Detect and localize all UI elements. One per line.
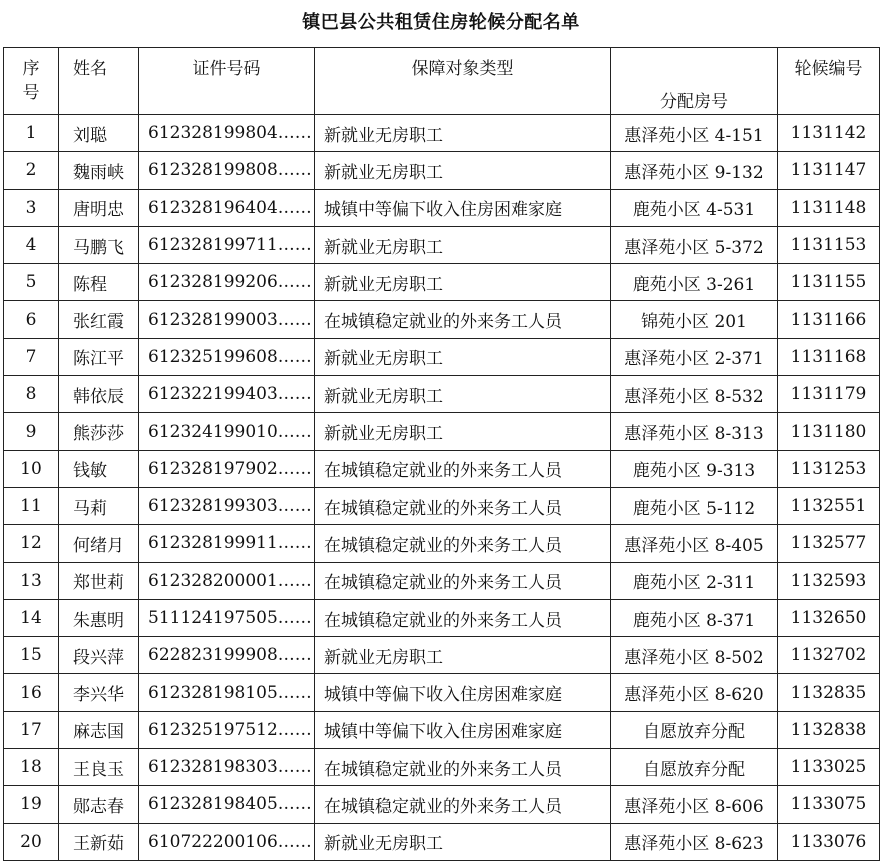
cell-id-number: 612328198405…… (139, 786, 315, 823)
cell-index: 4 (4, 226, 59, 263)
cell-index: 12 (4, 525, 59, 562)
cell-category: 城镇中等偏下收入住房困难家庭 (315, 674, 611, 711)
cell-name: 麻志国 (59, 711, 139, 748)
header-category: 保障对象类型 (315, 48, 611, 115)
cell-room: 惠泽苑小区 8-532 (611, 376, 778, 413)
cell-index: 2 (4, 152, 59, 189)
cell-queue-number: 1131179 (778, 376, 880, 413)
cell-queue-number: 1132702 (778, 637, 880, 674)
cell-queue-number: 1131168 (778, 338, 880, 375)
table-row (4, 450, 880, 487)
cell-id-number: 612328196404…… (139, 189, 315, 226)
header-index-label: 序号 (22, 59, 40, 103)
cell-category: 在城镇稳定就业的外来务工人员 (315, 749, 611, 786)
table-row (4, 189, 880, 226)
cell-name: 张红霞 (59, 301, 139, 338)
cell-room: 鹿苑小区 2-311 (611, 562, 778, 599)
cell-category: 新就业无房职工 (315, 413, 611, 450)
table-row (4, 637, 880, 674)
table-row (4, 562, 880, 599)
cell-category: 在城镇稳定就业的外来务工人员 (315, 562, 611, 599)
allocation-table (3, 47, 880, 861)
cell-id-number: 612328200001…… (139, 562, 315, 599)
cell-category: 新就业无房职工 (315, 226, 611, 263)
cell-id-number: 612325197512…… (139, 711, 315, 748)
cell-name: 陈江平 (59, 338, 139, 375)
cell-name: 韩依辰 (59, 376, 139, 413)
cell-queue-number: 1131148 (778, 189, 880, 226)
table-row (4, 152, 880, 189)
table-row (4, 525, 880, 562)
cell-name: 段兴萍 (59, 637, 139, 674)
table-row (4, 413, 880, 450)
cell-name: 郧志春 (59, 786, 139, 823)
document-title: 镇巴县公共租赁住房轮候分配名单 (302, 12, 580, 33)
cell-id-number: 612328199804…… (139, 115, 315, 152)
cell-name: 唐明忠 (59, 189, 139, 226)
cell-category: 新就业无房职工 (315, 376, 611, 413)
cell-index: 16 (4, 674, 59, 711)
cell-category: 在城镇稳定就业的外来务工人员 (315, 487, 611, 524)
cell-room: 鹿苑小区 5-112 (611, 487, 778, 524)
cell-room: 惠泽苑小区 8-620 (611, 674, 778, 711)
cell-room: 惠泽苑小区 2-371 (611, 338, 778, 375)
cell-index: 15 (4, 637, 59, 674)
cell-queue-number: 1133075 (778, 786, 880, 823)
table-row (4, 749, 880, 786)
table-row (4, 264, 880, 301)
cell-name: 王良玉 (59, 749, 139, 786)
cell-queue-number: 1131153 (778, 226, 880, 263)
cell-id-number: 610722200106…… (139, 823, 315, 860)
cell-room: 鹿苑小区 3-261 (611, 264, 778, 301)
table-row (4, 786, 880, 823)
cell-queue-number: 1132838 (778, 711, 880, 748)
cell-index: 8 (4, 376, 59, 413)
cell-queue-number: 1131142 (778, 115, 880, 152)
table-row (4, 711, 880, 748)
table-row (4, 115, 880, 152)
cell-room: 惠泽苑小区 8-623 (611, 823, 778, 860)
cell-index: 17 (4, 711, 59, 748)
cell-name: 何绪月 (59, 525, 139, 562)
cell-id-number: 511124197505…… (139, 599, 315, 636)
cell-category: 在城镇稳定就业的外来务工人员 (315, 301, 611, 338)
cell-name: 陈程 (59, 264, 139, 301)
cell-category: 新就业无房职工 (315, 823, 611, 860)
table-header (4, 48, 880, 115)
cell-id-number: 612328199206…… (139, 264, 315, 301)
cell-category: 新就业无房职工 (315, 338, 611, 375)
cell-id-number: 612328199003…… (139, 301, 315, 338)
cell-queue-number: 1133076 (778, 823, 880, 860)
header-queue-number: 轮候编号 (778, 48, 880, 115)
table-row (4, 487, 880, 524)
cell-name: 钱敏 (59, 450, 139, 487)
cell-queue-number: 1132650 (778, 599, 880, 636)
cell-category: 新就业无房职工 (315, 264, 611, 301)
cell-category: 在城镇稳定就业的外来务工人员 (315, 450, 611, 487)
cell-room: 惠泽苑小区 5-372 (611, 226, 778, 263)
cell-id-number: 612322199403…… (139, 376, 315, 413)
header-row (4, 48, 880, 115)
cell-index: 3 (4, 189, 59, 226)
cell-index: 10 (4, 450, 59, 487)
cell-id-number: 622823199908…… (139, 637, 315, 674)
cell-queue-number: 1132593 (778, 562, 880, 599)
cell-name: 熊莎莎 (59, 413, 139, 450)
cell-id-number: 612328199303…… (139, 487, 315, 524)
cell-queue-number: 1131155 (778, 264, 880, 301)
cell-id-number: 612328197902…… (139, 450, 315, 487)
cell-room: 自愿放弃分配 (611, 749, 778, 786)
cell-index: 11 (4, 487, 59, 524)
table-row (4, 674, 880, 711)
header-room: 分配房号 (611, 48, 778, 115)
header-name: 姓名 (59, 48, 139, 115)
cell-index: 9 (4, 413, 59, 450)
cell-index: 14 (4, 599, 59, 636)
table-row (4, 226, 880, 263)
cell-name: 郑世莉 (59, 562, 139, 599)
cell-room: 惠泽苑小区 8-405 (611, 525, 778, 562)
cell-room: 惠泽苑小区 9-132 (611, 152, 778, 189)
cell-name: 魏雨峡 (59, 152, 139, 189)
cell-room: 锦苑小区 201 (611, 301, 778, 338)
cell-name: 王新茹 (59, 823, 139, 860)
header-id-number: 证件号码 (139, 48, 315, 115)
cell-index: 7 (4, 338, 59, 375)
table-body (4, 115, 880, 861)
table-row (4, 338, 880, 375)
cell-queue-number: 1133025 (778, 749, 880, 786)
cell-room: 鹿苑小区 8-371 (611, 599, 778, 636)
cell-category: 新就业无房职工 (315, 115, 611, 152)
cell-room: 鹿苑小区 4-531 (611, 189, 778, 226)
table-row (4, 301, 880, 338)
cell-room: 惠泽苑小区 4-151 (611, 115, 778, 152)
cell-name: 李兴华 (59, 674, 139, 711)
table-row (4, 599, 880, 636)
cell-id-number: 612325199608…… (139, 338, 315, 375)
cell-name: 马莉 (59, 487, 139, 524)
cell-id-number: 612328198303…… (139, 749, 315, 786)
cell-queue-number: 1131147 (778, 152, 880, 189)
cell-queue-number: 1131253 (778, 450, 880, 487)
cell-room: 自愿放弃分配 (611, 711, 778, 748)
cell-room: 惠泽苑小区 8-313 (611, 413, 778, 450)
cell-queue-number: 1132577 (778, 525, 880, 562)
cell-id-number: 612328199911…… (139, 525, 315, 562)
cell-name: 刘聪 (59, 115, 139, 152)
cell-id-number: 612328199711…… (139, 226, 315, 263)
cell-index: 6 (4, 301, 59, 338)
cell-id-number: 612328198105…… (139, 674, 315, 711)
cell-name: 马鹏飞 (59, 226, 139, 263)
cell-index: 20 (4, 823, 59, 860)
cell-index: 13 (4, 562, 59, 599)
cell-category: 新就业无房职工 (315, 152, 611, 189)
table-row (4, 376, 880, 413)
cell-room: 惠泽苑小区 8-502 (611, 637, 778, 674)
cell-id-number: 612328199808…… (139, 152, 315, 189)
cell-category: 在城镇稳定就业的外来务工人员 (315, 599, 611, 636)
cell-queue-number: 1131180 (778, 413, 880, 450)
cell-category: 在城镇稳定就业的外来务工人员 (315, 786, 611, 823)
cell-index: 5 (4, 264, 59, 301)
cell-name: 朱惠明 (59, 599, 139, 636)
table-row (4, 823, 880, 860)
cell-room: 鹿苑小区 9-313 (611, 450, 778, 487)
cell-category: 城镇中等偏下收入住房困难家庭 (315, 711, 611, 748)
cell-queue-number: 1132835 (778, 674, 880, 711)
cell-category: 城镇中等偏下收入住房困难家庭 (315, 189, 611, 226)
cell-index: 1 (4, 115, 59, 152)
header-index (4, 48, 59, 115)
cell-category: 新就业无房职工 (315, 637, 611, 674)
cell-queue-number: 1132551 (778, 487, 880, 524)
cell-index: 19 (4, 786, 59, 823)
cell-index: 18 (4, 749, 59, 786)
cell-room: 惠泽苑小区 8-606 (611, 786, 778, 823)
cell-queue-number: 1131166 (778, 301, 880, 338)
cell-id-number: 612324199010…… (139, 413, 315, 450)
cell-category: 在城镇稳定就业的外来务工人员 (315, 525, 611, 562)
